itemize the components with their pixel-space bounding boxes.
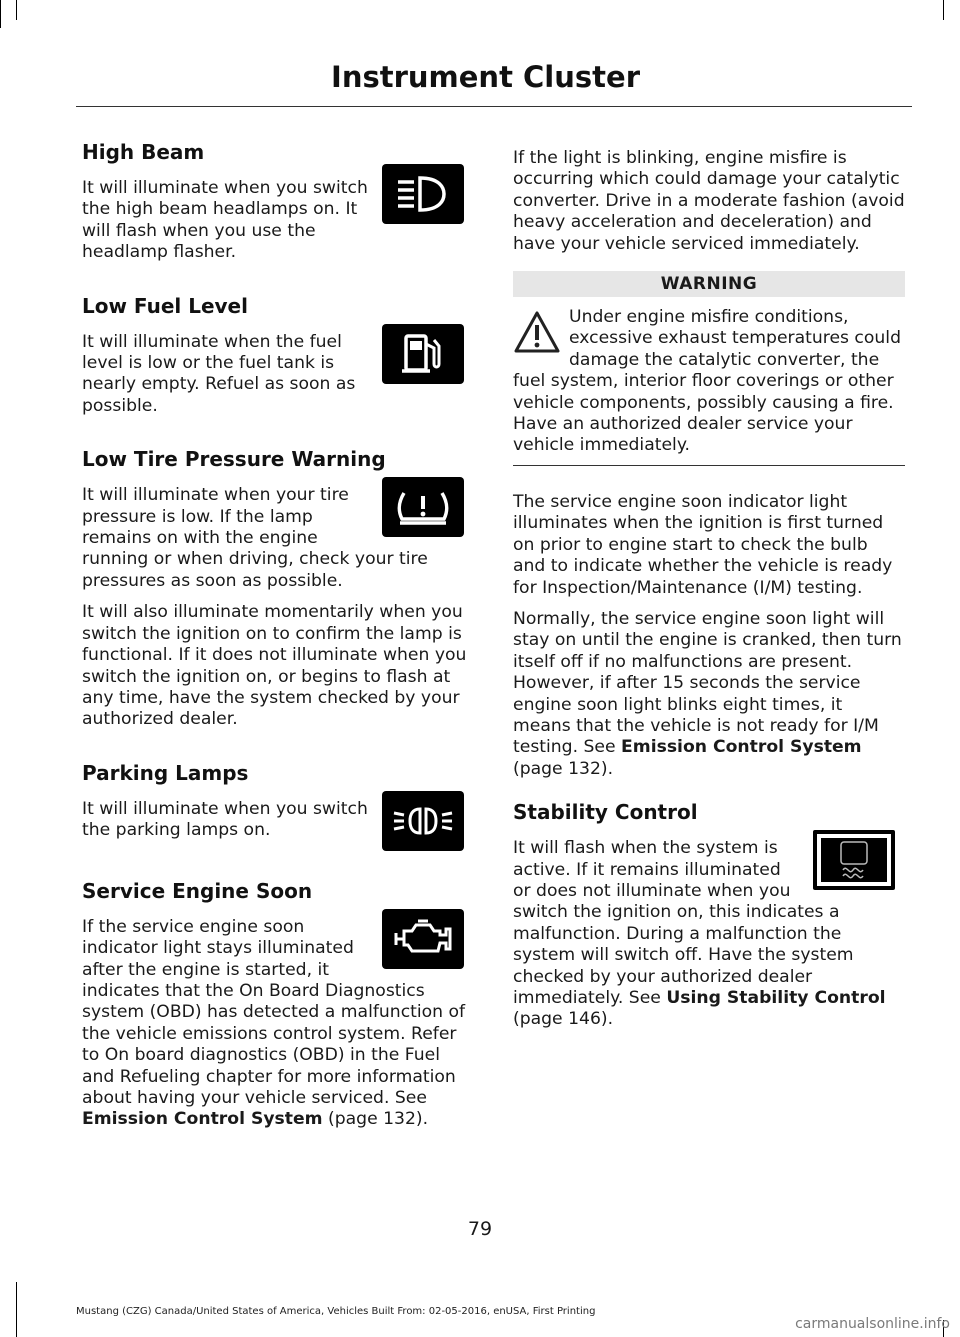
tire-pressure-icon [382, 477, 464, 537]
section-tire-pressure [82, 447, 474, 740]
text-misfire: If the light is blinking, engine misfire is occurring which could damage your catalytic converter. Drive in a moderate fashion (avoid heavy acceleration and deceleration) and have your vehicle serviced immediately. [513, 148, 905, 254]
engine-icon [382, 909, 464, 969]
stability-control-icon [813, 830, 895, 890]
left-column [82, 140, 474, 1161]
warning-box [513, 307, 905, 466]
fuel-pump-icon [382, 324, 464, 384]
crop-mark [16, 0, 17, 20]
warning-triangle-icon [513, 309, 561, 357]
section-service-engine [82, 879, 474, 1141]
page-number: 79 [467, 1218, 493, 1240]
text-warning: Under engine misfire conditions, excessive exhaust temperatures could damage the catalytic converter, the fuel system, interior floor coverings or other vehicle components, possibly causing a fire. Have an authorized dealer service your vehicle immediately. [513, 307, 901, 456]
crop-mark [0, 0, 1, 28]
watermark: carmanualsonline.info [795, 1316, 950, 1332]
heading-low-fuel: Low Fuel Level [82, 293, 248, 318]
section-low-fuel [82, 294, 474, 428]
warning-header: WARNING [513, 271, 905, 297]
text-stability-page: (page 146). [513, 1009, 614, 1030]
link-using-stability-control[interactable]: Using Stability Control [666, 988, 886, 1008]
high-beam-icon [382, 164, 464, 224]
text-indicator-info: The service engine soon indicator light illuminates when the ignition is first turned on prior to engine start to check the bulb and to indicate whether the vehicle is ready for Inspection/Maintenance (I/M) testing. [513, 491, 893, 598]
text-tire-pressure-1: It will illuminate when your tire pressure is low. If the lamp remains on with the engine running or when driving, check your tire pressures as soon as possible. [82, 485, 428, 591]
heading-stability-control: Stability Control [513, 800, 698, 825]
title-rule [76, 106, 912, 107]
text-low-fuel: It will illuminate when the fuel level is low or the fuel tank is nearly empty. Refuel as soon as possible. [82, 331, 356, 416]
parking-lamps-icon [382, 791, 464, 851]
link-emission-control-system[interactable]: Emission Control System [621, 737, 862, 758]
text-service-engine-page: (page 132). [322, 1109, 429, 1130]
link-emission-control[interactable]: Emission Control System [82, 1109, 323, 1130]
heading-parking-lamps: Parking Lamps [82, 760, 249, 785]
heading-service-engine: Service Engine Soon [82, 878, 313, 903]
text-normal-operation-page: (page 132). [513, 758, 614, 779]
heading-tire-pressure: Low Tire Pressure Warning [82, 447, 386, 472]
page-title: Instrument Cluster [331, 60, 640, 94]
text-service-engine-body: If the service engine soon indicator light stays illuminated after the engine is started, it indicates that the On Board Diagnostics system (OBD) has detected a malfunction of the vehicle emissions control system. Refer to On board diagnostics (OBD) in the Fuel and Refueling chapter for more information about having your vehicle serviced. See [82, 916, 466, 1108]
section-high-beam [82, 140, 474, 274]
text-tire-pressure-2: It will also illuminate momentarily when you switch the ignition on to confirm the lamp is functional. If it does not illuminate when you switch the ignition on, or begins to flash at any time, have the system checked by your authorized dealer. [82, 602, 467, 730]
right-column [513, 148, 905, 1061]
text-stability-body: It will flash when the system is active. If it remains illuminated or does not illuminate when you switch the ignition on, this indicates a malfunction. During a malfunction the system will switch off. Have the system checked by your authorized dealer immediately. See [513, 838, 854, 1008]
footer: Mustang (CZG) Canada/United States of America, Vehicles Built From: 02-05-2016, enUSA, First Printing [76, 1306, 596, 1317]
section-parking-lamps [82, 761, 474, 859]
crop-mark [943, 0, 944, 20]
text-normal-operation-body: Normally, the service engine soon light will stay on until the engine is cranked, then turn itself off if no malfunctions are present. However, if after 15 seconds the service engine soon light blinks eight times, it means that the vehicle is not ready for I/M testing. See [513, 608, 902, 758]
text-normal-operation [513, 609, 905, 780]
crop-mark [16, 1282, 17, 1337]
heading-high-beam: High Beam [82, 140, 205, 164]
section-stability-control [513, 800, 905, 1041]
text-high-beam: It will illuminate when you switch the high beam headlamps on. It will flash when you use the headlamp flasher. [82, 178, 368, 263]
text-parking-lamps: It will illuminate when you switch the parking lamps on. [82, 798, 368, 841]
